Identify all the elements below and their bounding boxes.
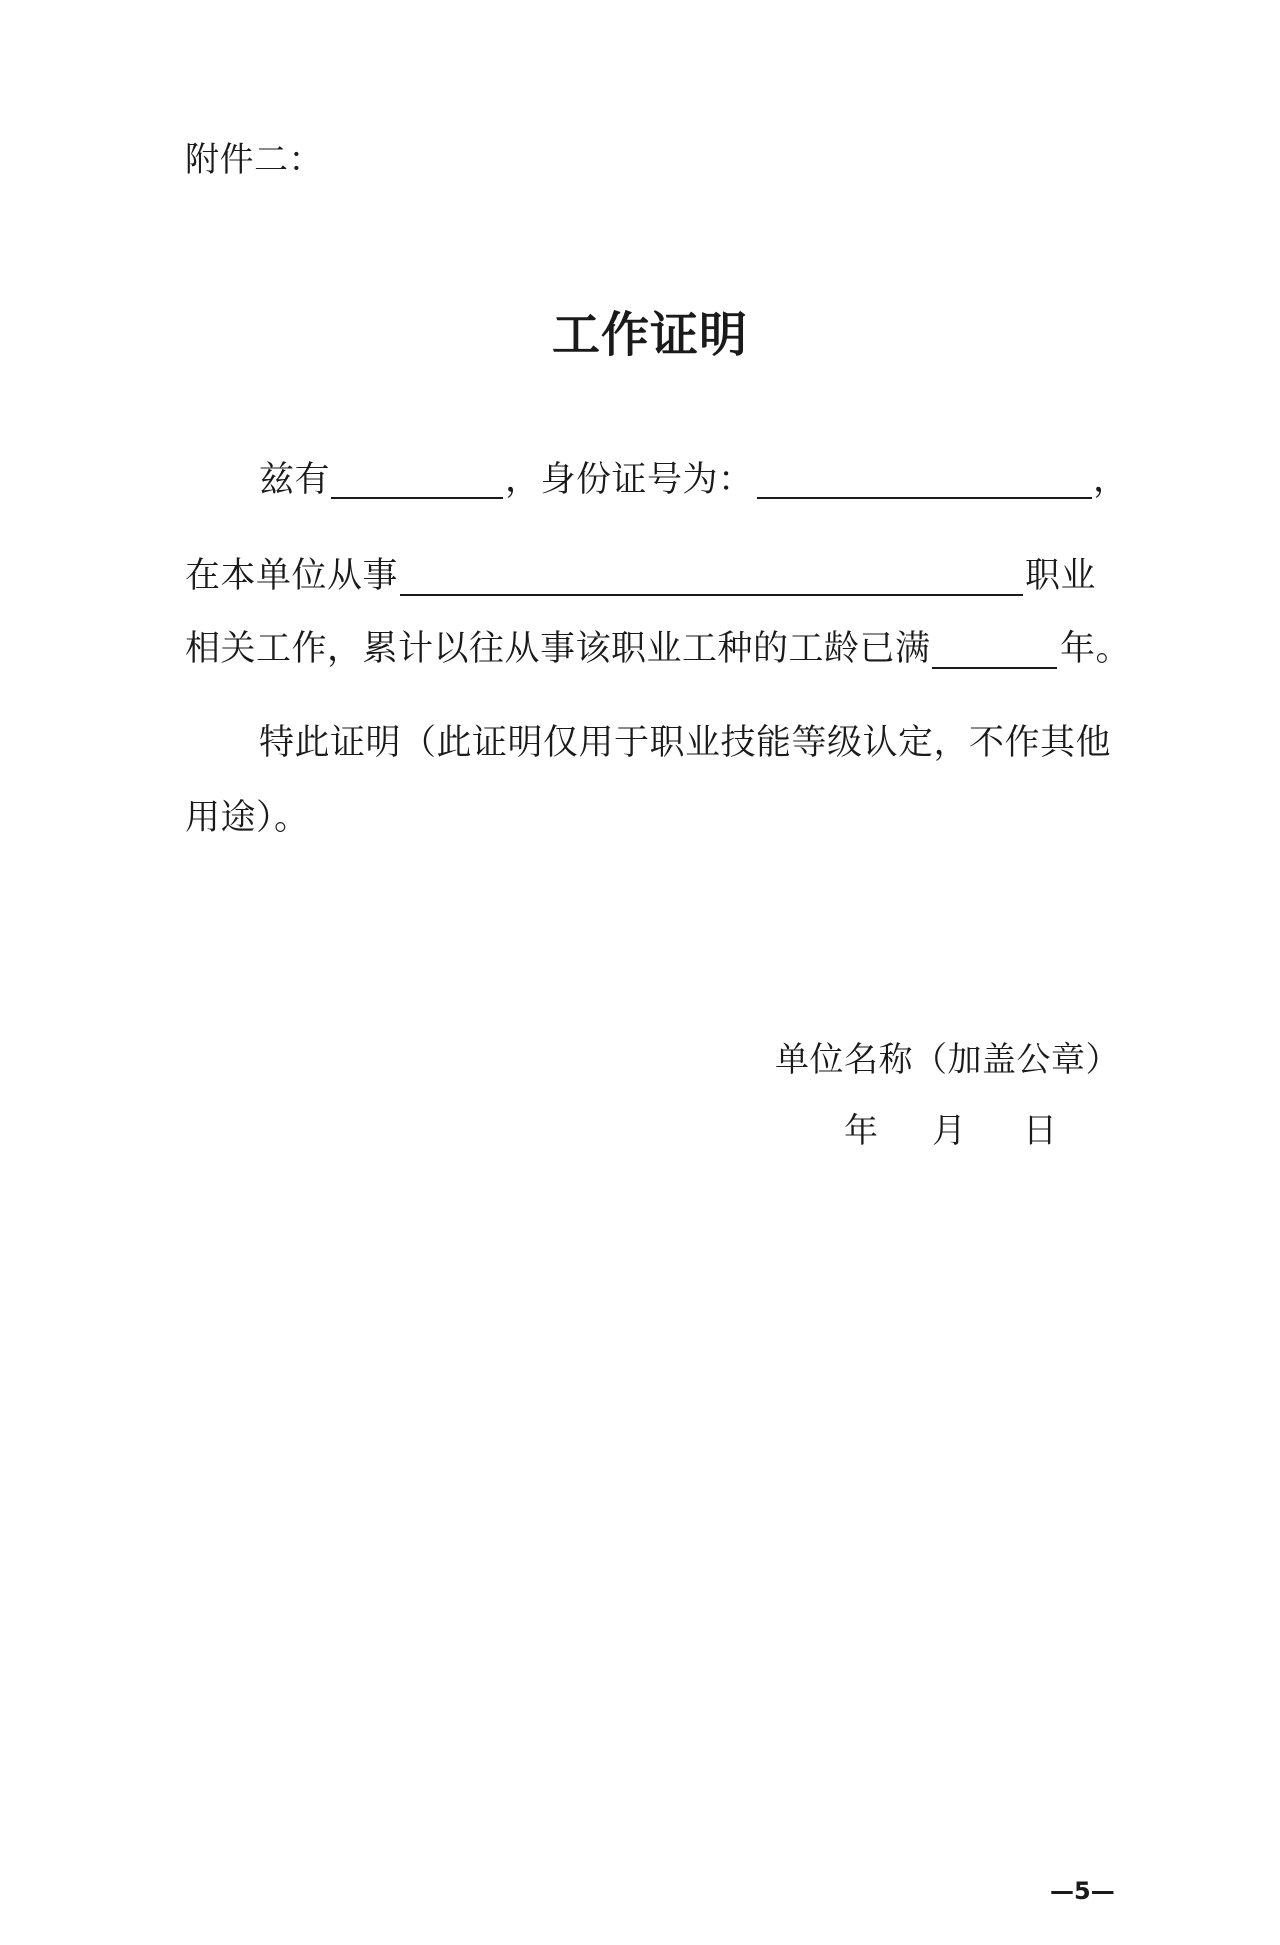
- line1-suffix: ，: [1093, 460, 1129, 500]
- occupation-blank: [400, 594, 1023, 596]
- line3-prefix: 相关工作，累计以往从事该职业工种的工龄已满: [185, 629, 931, 669]
- date-year: 年: [844, 1111, 879, 1151]
- line1-prefix: 兹有: [259, 460, 331, 500]
- line3-suffix: 年。: [1060, 629, 1132, 669]
- document-title: 工作证明: [552, 307, 749, 363]
- line2-prefix: 在本单位从事: [185, 556, 399, 596]
- years-blank: [932, 667, 1057, 669]
- date-month: 月: [932, 1111, 967, 1151]
- unit-name-seal: 单位名称（加盖公章）: [775, 1040, 1120, 1080]
- attachment-label: 附件二：: [185, 140, 323, 180]
- date-day: 日: [1023, 1111, 1058, 1151]
- page-number: —5—: [1050, 1877, 1115, 1905]
- declaration-end: 用途）。: [185, 798, 310, 838]
- line1-middle: ，身份证号为：: [505, 460, 754, 500]
- id-number-blank: [757, 497, 1092, 499]
- declaration-text: 特此证明（此证明仅用于职业技能等级认定，不作其他: [259, 723, 1112, 763]
- line2-suffix: 职业: [1025, 556, 1097, 596]
- name-blank: [331, 497, 503, 499]
